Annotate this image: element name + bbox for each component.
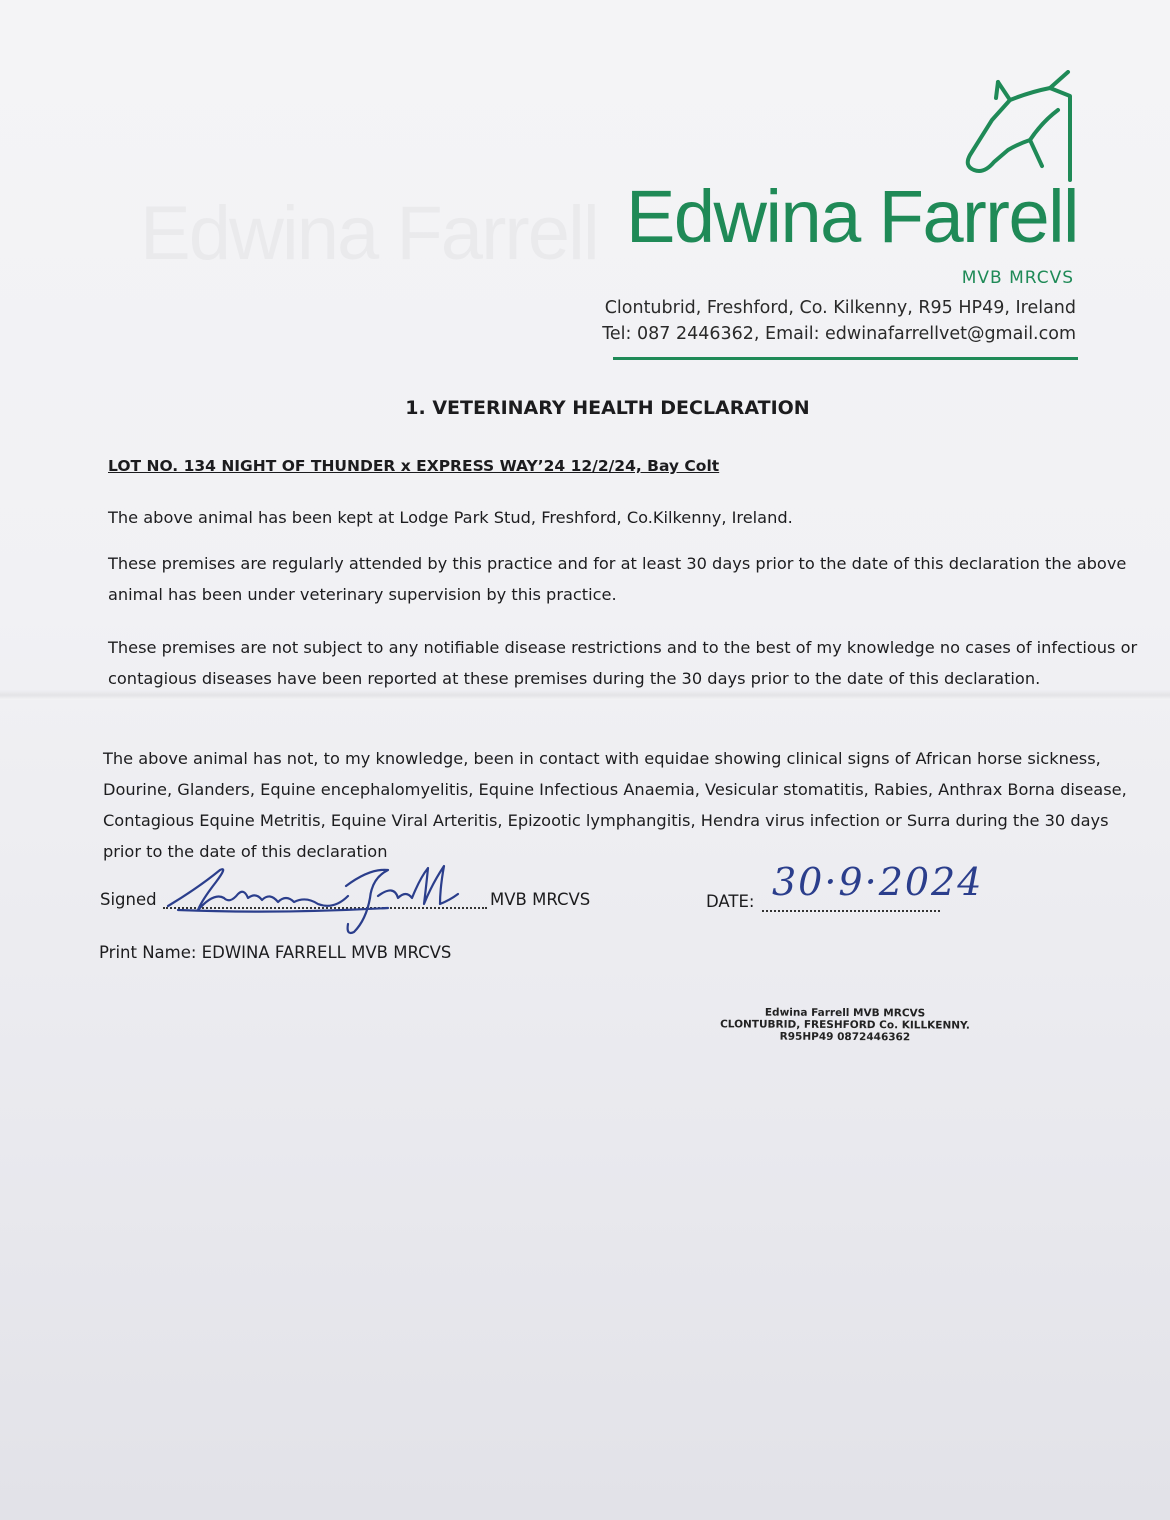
letterhead-address: Clontubrid, Freshford, Co. Kilkenny, R95 HP49, Ireland	[604, 298, 1076, 318]
paragraph-supervision: These premises are regularly attended by this practice and for at least 30 days prior to the date of this declaration the above animal has been under veterinary supervision by this practice.	[108, 554, 1127, 604]
stamp-line-address: CLONTUBRID, FRESHFORD Co. KILLKENNY.	[720, 1018, 970, 1032]
print-name: Print Name: EDWINA FARRELL MVB MRCVS	[99, 943, 452, 962]
letterhead-qualifications: MVB MRCVS	[961, 268, 1074, 288]
show-through-watermark	[140, 190, 598, 277]
paragraph-kept-at: The above animal has been kept at Lodge Park Stud, Freshford, Co.Kilkenny, Ireland.	[108, 508, 793, 527]
stamp-line-eircode-phone: R95HP49 0872446362	[779, 1030, 911, 1044]
signature-qualifications: MVB MRCVS	[490, 890, 591, 909]
date-label: DATE:	[706, 892, 755, 911]
horse-head-icon	[950, 70, 1080, 190]
document-title: 1. VETERINARY HEALTH DECLARATION	[405, 397, 810, 419]
signed-label: Signed	[100, 890, 157, 909]
handwritten-signature	[158, 848, 498, 938]
handwritten-date: 30·9·2024	[772, 860, 984, 904]
paragraph-no-contact: The above animal has not, to my knowledge, been in contact with equidae showing clinical signs of African horse sickness, Dourine, Glanders, Equine encephalomyelitis, Equine Infectious Anaemia, Vesicular stomatitis, Rabies, Anthrax Borna disease, Contagious Equine Metritis, Equine Viral Arteritis, Epizootic lymphangitis, Hendra virus infection or Surra during the 30 days prior to the date of this declaration	[103, 749, 1127, 861]
stamp-line-name: Edwina Farrell MVB MRCVS	[764, 1006, 926, 1020]
paragraph-no-restrictions: These premises are not subject to any notifiable disease restrictions and to the best of my knowledge no cases of infectious or contagious diseases have been reported at these premises during the 30 days prior to the date of this declaration.	[108, 638, 1138, 688]
practice-stamp	[660, 1006, 1030, 1044]
letterhead-contact: Tel: 087 2446362, Email: edwinafarrellvet@gmail.com	[602, 324, 1076, 344]
letterhead-divider	[613, 357, 1078, 360]
lot-line: LOT NO. 134 NIGHT OF THUNDER x EXPRESS WAY’24 12/2/24, Bay Colt	[108, 457, 720, 475]
letterhead-name: Edwina Farrell	[626, 175, 1078, 258]
